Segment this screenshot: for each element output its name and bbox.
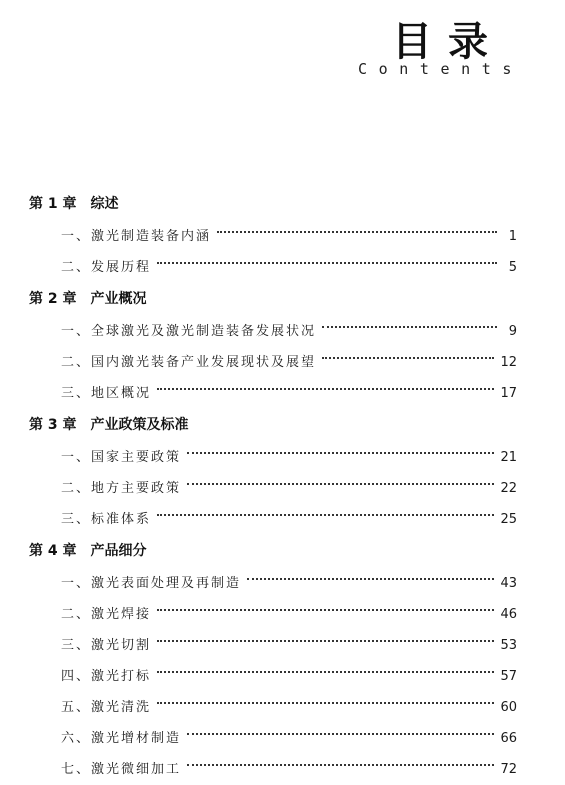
toc-entry-label: 二、地方主要政策: [61, 481, 182, 496]
toc-entry[interactable]: [61, 754, 517, 785]
chapter-title: 产品细分: [90, 543, 147, 559]
dot-leader: [157, 671, 494, 673]
table-of-contents: [0, 188, 565, 785]
toc-entry-label: 一、全球激光及激光制造装备发展状况: [61, 324, 317, 339]
toc-entry-label: 三、标准体系: [61, 512, 152, 527]
toc-entry-label: 六、激光增材制造: [61, 731, 182, 746]
toc-entry-label: 二、激光焊接: [61, 607, 152, 622]
chapter-title: 产业概况: [90, 291, 147, 307]
dot-leader: [322, 357, 494, 359]
chapter-title: 产业政策及标准: [90, 417, 189, 433]
toc-entry[interactable]: [61, 316, 517, 347]
toc-entry-page: 66: [500, 731, 517, 746]
toc-entry[interactable]: [61, 723, 517, 754]
toc-entry-label: 一、激光制造装备内涵: [61, 229, 212, 244]
toc-entry[interactable]: [61, 630, 517, 661]
dot-leader: [157, 702, 494, 704]
toc-entry-label: 三、地区概况: [61, 386, 152, 401]
dot-leader: [322, 326, 497, 328]
chapter-heading[interactable]: [29, 285, 565, 313]
toc-entry-label: 五、激光清洗: [61, 700, 152, 715]
toc-entry-page: 12: [500, 355, 517, 370]
chapter-heading[interactable]: [29, 411, 565, 439]
toc-entry[interactable]: [61, 252, 517, 283]
toc-entry-page: 53: [500, 638, 517, 653]
dot-leader: [187, 452, 494, 454]
toc-entry-page: 25: [500, 512, 517, 527]
dot-leader: [157, 514, 494, 516]
dot-leader: [187, 733, 494, 735]
toc-entry-page: 72: [500, 762, 517, 777]
chapter-heading[interactable]: [29, 190, 565, 218]
toc-entry-page: 1: [508, 229, 517, 244]
toc-entry-page: 43: [500, 576, 517, 591]
toc-entry-page: 21: [500, 450, 517, 465]
toc-entry[interactable]: [61, 221, 517, 252]
toc-entry-page: 17: [500, 386, 517, 401]
toc-entry[interactable]: [61, 661, 517, 692]
dot-leader: [187, 764, 494, 766]
toc-entry-page: 57: [500, 669, 517, 684]
toc-entry[interactable]: [61, 442, 517, 473]
chapter-number: 第 2 章: [29, 291, 77, 307]
toc-entry[interactable]: [61, 504, 517, 535]
chapter-heading[interactable]: [29, 537, 565, 565]
toc-entry-label: 三、激光切割: [61, 638, 152, 653]
toc-entry-label: 四、激光打标: [61, 669, 152, 684]
toc-entry-label: 二、国内激光装备产业发展现状及展望: [61, 355, 317, 370]
toc-entry-page: 46: [500, 607, 517, 622]
chapter-number: 第 4 章: [29, 543, 77, 559]
toc-entry[interactable]: [61, 473, 517, 504]
toc-entry[interactable]: [61, 568, 517, 599]
toc-entry-label: 七、激光微细加工: [61, 762, 182, 777]
dot-leader: [247, 578, 494, 580]
chapter-title: 综述: [90, 196, 119, 212]
toc-entry-page: 60: [500, 700, 517, 715]
toc-entry-page: 9: [508, 324, 517, 339]
dot-leader: [157, 640, 494, 642]
dot-leader: [157, 609, 494, 611]
dot-leader: [187, 483, 494, 485]
dot-leader: [217, 231, 497, 233]
page-subtitle: Contents: [358, 60, 524, 78]
chapter-number: 第 3 章: [29, 417, 77, 433]
toc-entry-label: 二、发展历程: [61, 260, 152, 275]
toc-entry-label: 一、激光表面处理及再制造: [61, 576, 242, 591]
toc-entry-page: 22: [500, 481, 517, 496]
toc-entry-page: 5: [508, 260, 517, 275]
dot-leader: [157, 388, 494, 390]
toc-entry[interactable]: [61, 378, 517, 409]
toc-entry[interactable]: [61, 599, 517, 630]
toc-entry[interactable]: [61, 347, 517, 378]
toc-entry-label: 一、国家主要政策: [61, 450, 182, 465]
toc-entry[interactable]: [61, 692, 517, 723]
chapter-number: 第 1 章: [29, 196, 77, 212]
dot-leader: [157, 262, 497, 264]
page-title: 目录: [392, 18, 504, 65]
